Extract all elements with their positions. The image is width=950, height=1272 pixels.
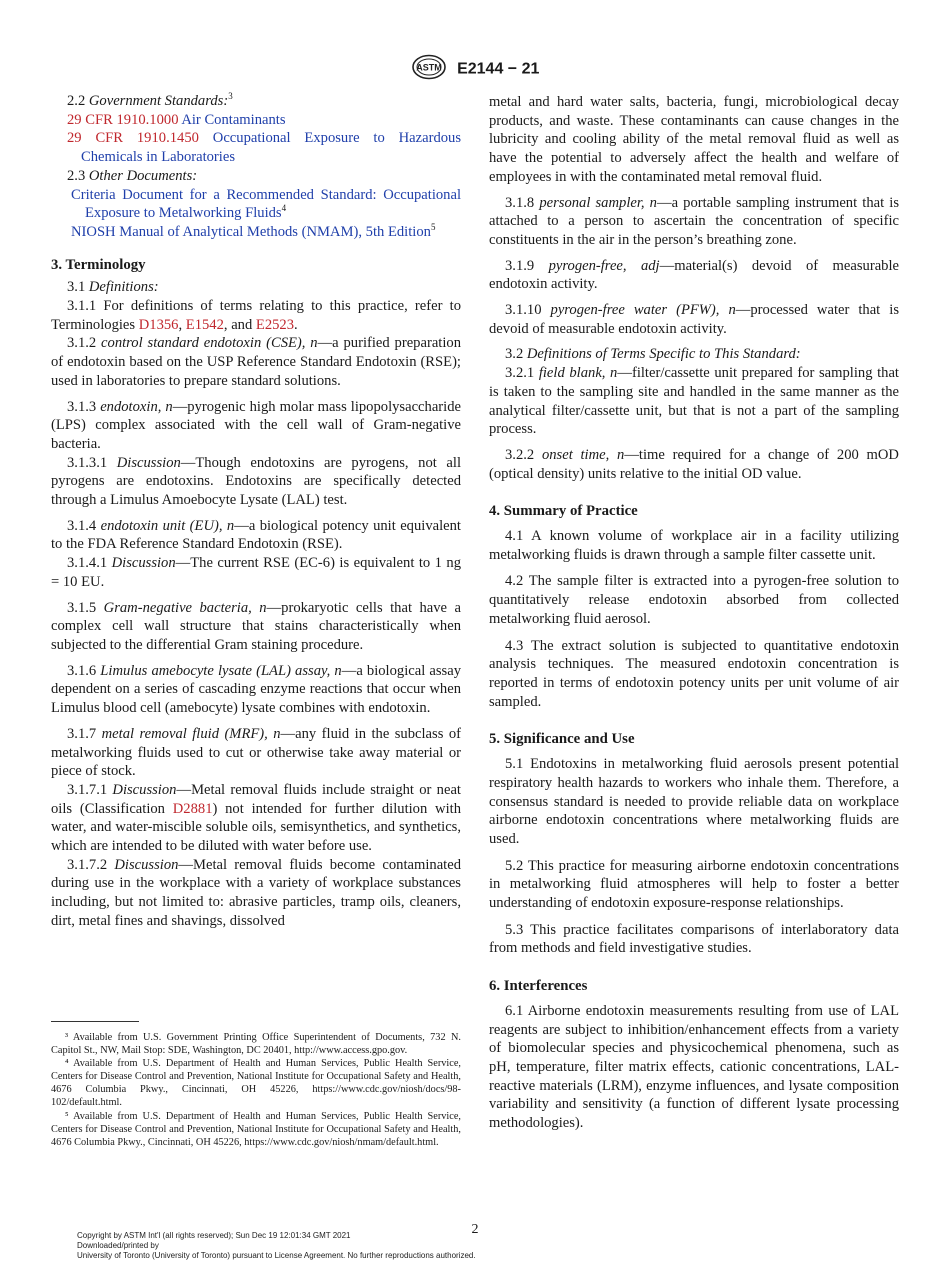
reference-nmam: NIOSH Manual of Analytical Methods (NMAM), 5th Edition$^5$ (71, 222, 436, 240)
definition-3-1-1: 3.1.1 For definitions of terms relating to this practice, refer to Terminologies D1356, E1542, and E2523. (51, 298, 461, 333)
definition-3-2-2: 3.2.2 onset time, n—time required for a change of 200 mOD (optical density) units relative to the initial OD value. (489, 446, 899, 482)
section-heading-significance: 5. Significance and Use (489, 731, 635, 748)
logo-text: ASTM (415, 62, 442, 73)
page-number: 2 (471, 1222, 479, 1237)
definition-3-1-7-2: 3.1.7.2 Discussion—Metal removal fluids become contaminated during use in the workplace with a variety of workplace substances including, but not limited to: abrasive particles, tramp oils, cleaners, dirt, metal fines and shavings, dissolved (51, 856, 461, 929)
definition-3-1-2: 3.1.2 control standard endotoxin (CSE), n—a purified preparation of endotoxin based on the USP Reference Standard Endotoxin (RSE); used in laboratories to prepare standard solutions. (51, 335, 461, 389)
ref-link-cfr-1450[interactable]: 29 CFR 1910.1450 (67, 130, 199, 147)
section-heading-summary: 4. Summary of Practice (489, 503, 638, 520)
paragraph-6-1: 6.1 Airborne endotoxin measurements resulting from use of LAL reagents are subject to inhibition/enhancement effects from a variety of biomolecular species and physicochemical phenomena, such as pH, temperature, filter matrix effects, cationic concentrations, LAL-reactive materials (LRM), enzyme influences, and lysate composition variability and sensitivity (a function of different lysate processing methodologies). (489, 1002, 899, 1132)
definition-3-1-6: 3.1.6 Limulus amebocyte lysate (LAL) assay, n—a biological assay dependent on a series of cascading enzyme reactions that occur when Limulus blood cell (amebocyte) lysate combines with endotoxin. (51, 662, 461, 717)
paragraph-4-3: 4.3 The extract solution is subjected to quantitative endotoxin analysis techniques. The measured endotoxin concentration is reported in terms of endotoxin potency units per unit volume of air sampled. (489, 637, 899, 710)
section-heading-interferences: 6. Interferences (489, 978, 588, 995)
copyright-line-2: Downloaded/printed by (77, 1241, 159, 1250)
definition-3-1-4: 3.1.4 endotoxin unit (EU), n—a biological potency unit equivalent to the FDA Reference Standard Endotoxin (RSE). (51, 517, 461, 553)
ref-title-cfr-1000[interactable]: Air Contaminants (178, 111, 286, 128)
paragraph-4-2: 4.2 The sample filter is extracted into a pyrogen-free solution to quantitatively release endotoxin absorbed from collected metalworking fluid aerosol. (489, 573, 899, 627)
definition-3-1-9: 3.1.9 pyrogen-free, adj—material(s) devoid of measurable endotoxin activity. (489, 257, 900, 293)
definition-3-1-10: 3.1.10 pyrogen-free water (PFW), n—processed water that is devoid of measurable endotoxin activity. (489, 302, 899, 337)
copyright-notice (77, 1231, 476, 1261)
footnote-3: ³ Available from U.S. Government Printing Office Superintendent of Documents, 732 N. Capitol St., NW, Mail Stop: SDE, Washington, DC 20401, http://www.access.gpo.gov. (51, 1032, 461, 1057)
section-2-2: 2.2 Government Standards:$^3$ (67, 91, 233, 109)
paragraph-5-1: 5.1 Endotoxins in metalworking fluid aerosols present potential respiratory health hazards to workers who inhale them. Therefore, a consensus standard is needed to provide reliable data on workplace airborne endotoxin concentrations where metalworking fluids are used. (489, 756, 899, 847)
ref-link-e1542[interactable]: E1542 (185, 316, 224, 333)
footnote-5: ⁵ Available from U.S. Department of Health and Human Services, Public Health Service, Centers for Disease Control and Prevention, National Institute for Occupational Safety and Health, 4676 Columbia Pkwy., Cincinnati, OH 45226, https://www.cdc.gov/niosh/nmam/default.html. (51, 1110, 461, 1148)
definition-3-1-7: 3.1.7 metal removal fluid (MRF), n—any fluid in the subclass of metalworking fluids used to cut or otherwise take away material or piece of stock. (51, 725, 461, 780)
reference-cfr-1450 (51, 129, 461, 166)
ref-link-niosh-criteria[interactable]: Criteria Document for a Recommended Standard: Occupational Exposure to Metalworking Fluids (71, 186, 461, 222)
footnotes (51, 1031, 461, 1149)
definition-3-1-5: 3.1.5 Gram-negative bacteria, n—prokaryotic cells that have a complex cell wall structure that stains characteristically when subjected to the differential Gram staining procedure. (51, 599, 461, 653)
copyright-line-1: Copyright by ASTM Int'l (all rights reserved); Sun Dec 19 12:01:34 GMT 2021 (77, 1231, 351, 1240)
ref-title-cfr-1450[interactable]: Occupational Exposure to Hazardous Chemicals in Laboratories (81, 130, 462, 166)
footnote-divider (51, 1021, 139, 1022)
designation: E2144 − 21 (457, 60, 540, 78)
definition-3-1-7-1: 3.1.7.1 Discussion—Metal removal fluids include straight or neat oils (Classification D2881) not intended for further dilution with water, and water-miscible soluble oils, semisynthetics, and synthetics, which are intended to be diluted with water before use. (51, 781, 461, 855)
continued-paragraph: metal and hard water salts, bacteria, fungi, microbiological decay products, and waste. These contaminants can cause changes in the lubricity and cooling ability of the metal removal fluid as well as have the potential to adversely affect the health and welfare of employees in with the contaminated metal removal fluid. (489, 94, 899, 185)
right-column (489, 93, 899, 1133)
definition-3-1-4-1: 3.1.4.1 Discussion—The current RSE (EC-6) is equivalent to 1 ng = 10 EU. (51, 555, 461, 590)
ref-link-d2881[interactable]: D2881 (172, 800, 213, 817)
page-header (0, 54, 950, 85)
section-3-1: 3.1 Definitions: (67, 279, 159, 296)
ref-link-e2523[interactable]: E2523 (255, 316, 295, 333)
ref-link-cfr-1000[interactable]: 29 CFR 1910.1000 (67, 111, 179, 128)
ref-link-d1356[interactable]: D1356 (138, 316, 179, 333)
copyright-line-3: University of Toronto (University of Toronto) pursuant to License Agreement. No further reproductions authorized. (77, 1251, 476, 1260)
astm-logo (411, 54, 447, 85)
paragraph-5-2: 5.2 This practice for measuring airborne endotoxin concentrations in metalworking fluid atmospheres will help to foster a better understanding of endotoxin exposure-response relationships. (489, 857, 899, 912)
section-heading-terminology: 3. Terminology (51, 256, 146, 273)
paragraph-4-1: 4.1 A known volume of workplace air in a facility utilizing metalworking fluids is drawn through a sample filter cassette unit. (489, 528, 899, 563)
definition-3-1-3-1: 3.1.3.1 Discussion—Though endotoxins are pyrogens, not all pyrogens are endotoxins. Endotoxins are specifically detected through a Limulus Amoebocyte Lysate (LAL) test. (51, 454, 462, 509)
reference-cfr-1000 (51, 111, 461, 130)
section-2-3: 2.3 Other Documents: (67, 167, 198, 184)
reference-niosh-criteria: Criteria Document for a Recommended Standard: Occupational Exposure to Metalworking Fluids$^4$ (71, 186, 461, 222)
footnote-4: ⁴ Available from U.S. Department of Health and Human Services, Public Health Service, Centers for Disease Control and Prevention, National Institute for Occupational Safety and Health, 4676 Columbia Pkwy., Cincinnati, OH 45226, https://www.cdc.gov/niosh/docs/98-102/default.html. (51, 1058, 461, 1109)
section-3-2: 3.2 Definitions of Terms Specific to This Standard: (505, 346, 801, 363)
left-column (51, 92, 461, 931)
definition-3-1-8: 3.1.8 personal sampler, n—a portable sampling instrument that is attached to a person to ascertain the concentration of specific constituents in the air in the person’s breathing zone. (489, 194, 899, 248)
definition-3-1-3: 3.1.3 endotoxin, n—pyrogenic high molar mass lipopolysaccharide (LPS) complex associated with the cell wall of Gram-negative bacteria. (51, 398, 461, 452)
ref-link-nmam[interactable]: NIOSH Manual of Analytical Methods (NMAM), 5th Edition (71, 223, 431, 240)
paragraph-5-3: 5.3 This practice facilitates comparisons of interlaboratory data from methods and field investigative studies. (489, 921, 899, 957)
definition-3-2-1: 3.2.1 field blank, n—filter/cassette unit prepared for sampling that is taken to the sampling site and handled in the same manner as the analytical filter/cassette unit, but that is not a part of the sampling process. (489, 365, 899, 438)
